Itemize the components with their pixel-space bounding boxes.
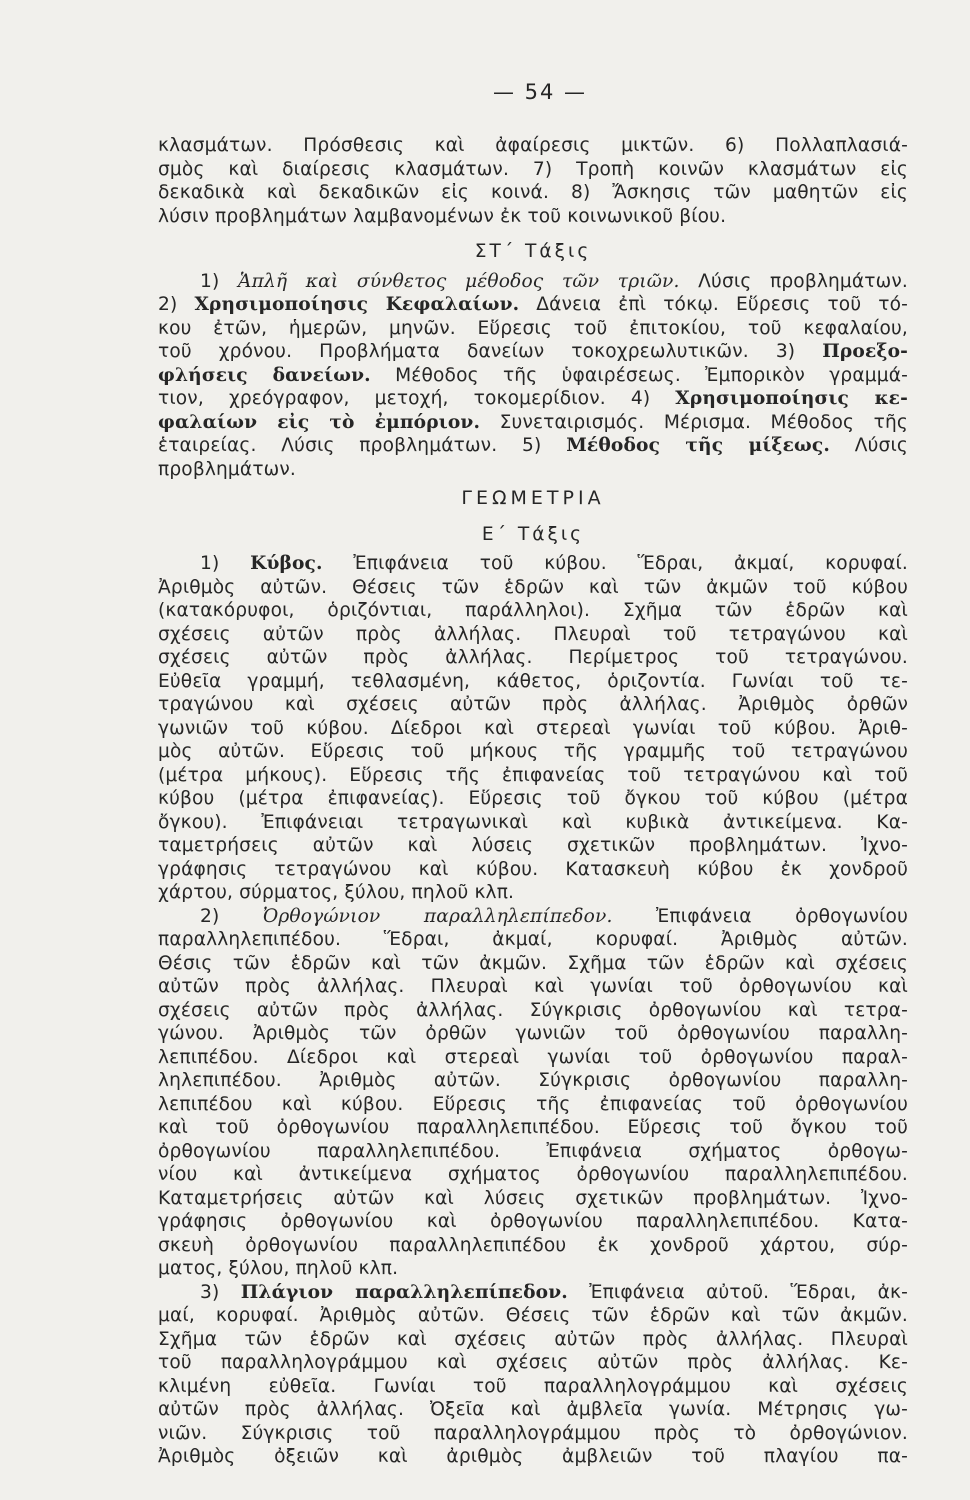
text-segment: ὄγκου). Ἐπιφάνειαι τετραγωνικαὶ καὶ κυβικὰ ἀντικείμενα. Κα- [158,811,908,833]
text-line [158,340,908,364]
text-line [158,1328,908,1352]
text-line [158,458,908,482]
text-segment: 1) [200,270,238,292]
text-line [158,1375,908,1399]
text-segment: Δάνεια ἐπὶ τόκῳ. Εὕρεσις τοῦ τό- [519,294,908,315]
text-line [158,1069,908,1093]
text-segment: γράφησις τετραγώνου καὶ κύβου. Κατασκευὴ κύβου ἐκ χονδροῦ [158,858,908,880]
text-segment: δεκαδικὰ καὶ δεκαδικῶν εἰς κοινά. 8) Ἄσκησις τῶν μαθητῶν εἰς [158,182,908,203]
emphasized-term: Μέθοδος τῆς μίξεως. [566,435,830,456]
text-segment: παραλληλεπιπέδου. Ἕδραι, ἀκμαί, κορυφαί. Ἀριθμὸς αὐτῶν. [158,929,908,950]
text-line [158,1116,908,1140]
text-segment: σχέσεις αὐτῶν πρὸς ἀλλήλας. Πλευραὶ τοῦ τετραγώνου καὶ [158,623,908,645]
text-segment: μὸς αὐτῶν. Εὕρεσις τοῦ μήκους τῆς γραμμῆς τοῦ τετραγώνου [158,741,908,762]
section-heading [158,487,908,511]
text-segment: κύβου (μέτρα ἐπιφανείας). Εὕρεσις τοῦ ὄγκου τοῦ κύβου (μέτρα [158,788,908,809]
text-line [158,1046,908,1070]
text-segment: Ἐπιφάνεια ὀρθογωνίου [612,905,908,927]
text-line [158,952,908,976]
text-segment: ΣΤ΄ Τάξις [474,241,592,262]
text-line [158,881,908,905]
emphasized-term: Ἁπλῆ καὶ σύνθετος μέθοδος τῶν τριῶν. [238,270,680,292]
text-line [158,158,908,182]
text-line [158,1210,908,1234]
text-line [158,576,908,600]
text-line [158,317,908,341]
text-segment: τοῦ παραλληλογράμμου καὶ σχέσεις αὐτῶν πρὸς ἀλλήλας. Κε- [158,1352,908,1373]
text-segment: Συνεταιρισμός. Μέρισμα. Μέθοδος τῆς [480,411,908,433]
text-line [158,205,908,229]
text-segment: σκευὴ ὀρθογωνίου παραλληλεπιπέδου ἐκ χονδροῦ χάρτου, σύρ- [158,1234,908,1256]
text-line [158,999,908,1023]
text-segment: 3) [200,1281,241,1303]
text-line [158,1257,908,1281]
section-heading [158,523,908,547]
text-line [158,928,908,952]
text-segment: γράφησις ὀρθογωνίου καὶ ὀρθογωνίου παραλληλεπιπέδου. Κατα- [158,1211,908,1232]
text-segment: Λύσις [830,435,908,456]
text-line [158,834,908,858]
text-line [158,293,908,317]
text-segment: Εὐθεῖα γραμμή, τεθλασμένη, κάθετος, ὁριζοντία. Γωνίαι τοῦ τε- [158,670,908,692]
text-line [158,1422,908,1446]
text-segment: τραγώνου καὶ σχέσεις αὐτῶν πρὸς ἀλλήλας. Ἀριθμὸς ὀρθῶν [158,694,908,715]
text-segment: σμὸς καὶ διαίρεσις κλασμάτων. 7) Τροπὴ κοινῶν κλασμάτων εἰς [158,158,908,180]
text-segment: 2) [200,905,263,927]
text-segment: Θέσις τῶν ἑδρῶν καὶ τῶν ἀκμῶν. Σχῆμα τῶν ἑδρῶν καὶ σχέσεις [158,952,908,974]
text-line [158,364,908,388]
text-segment: κλασμάτων. Πρόσθεσις καὶ ἀφαίρεσις μικτῶν. 6) Πολλαπλασιά- [158,135,908,156]
emphasized-term: Προεξο- [822,341,908,362]
text-line [158,411,908,435]
text-line [158,1187,908,1211]
text-segment: Μέθοδος τῆς ὑφαιρέσεως. Ἐμπορικὸν γραμμά- [370,364,909,386]
text-segment: ληλεπιπέδου. Ἀριθμὸς αὐτῶν. Σύγκρισις ὀρθογωνίου παραλλη- [158,1070,908,1091]
text-line [158,717,908,741]
text-segment: (κατακόρυφοι, ὁριζόντιαι, παράλληλοι). Σχῆμα τῶν ἑδρῶν καὶ [158,600,908,621]
text-segment: λύσιν προβλημάτων λαμβανομένων ἐκ τοῦ κοινωνικοῦ βίου. [158,205,727,227]
text-segment: σχέσεις αὐτῶν πρὸς ἀλλήλας. Σύγκρισις ὀρθογωνίου καὶ τετρα- [158,999,908,1021]
text-segment: ἑταιρείας. Λύσις προβλημάτων. 5) [158,435,567,456]
emphasized-term: φαλαίων εἰς τὸ ἐμπόριον. [158,411,481,433]
text-segment: κου ἐτῶν, ἡμερῶν, μηνῶν. Εὕρεσις τοῦ ἐπιτοκίου, τοῦ κεφαλαίου, [158,317,908,339]
text-line [158,1234,908,1258]
text-segment: ματος, ξύλου, πηλοῦ κλπ. [158,1258,399,1279]
text-segment: χάρτου, σύρματος, ξύλου, πηλοῦ κλπ. [158,882,515,903]
text-segment: καὶ τοῦ ὀρθογωνίου παραλληλεπιπέδου. Εὕρεσις τοῦ ὄγκου τοῦ [158,1117,908,1138]
emphasized-term: Χρησιμοποίησις κε- [675,388,909,409]
text-line [158,764,908,788]
text-segment: μαί, κορυφαί. Ἀριθμὸς αὐτῶν. Θέσεις τῶν ἑδρῶν καὶ τῶν ἀκμῶν. [158,1305,908,1326]
text-line [158,787,908,811]
text-segment: τοῦ χρόνου. Προβλήματα δανείων τοκοχρεωλυτικῶν. 3) [158,341,823,362]
text-segment: λεπιπέδου καὶ κύβου. Εὕρεσις τῆς ἐπιφανείας τοῦ ὀρθογωνίου [158,1093,908,1115]
text-line [158,905,908,929]
text-segment: αὐτῶν πρὸς ἀλλήλας. Πλευραὶ καὶ γωνίαι τοῦ ὀρθογωνίου καὶ [158,976,908,997]
text-segment: Ἐπιφάνεια τοῦ κύβου. Ἕδραι, ἀκμαί, κορυφαί. [322,553,908,574]
emphasized-term: φλήσεις δανείων. [158,364,371,386]
text-line [158,740,908,764]
emphasized-term: Ὀρθογώνιον παραλληλεπίπεδον. [262,905,613,927]
text-segment: προβλημάτων. [158,458,296,480]
text-line [158,1140,908,1164]
text-segment: αὐτῶν πρὸς ἀλλήλας. Ὀξεῖα καὶ ἀμβλεῖα γωνία. Μέτρησις γω- [158,1399,908,1420]
text-line [158,434,908,458]
text-line [158,975,908,999]
text-segment: γώνου. Ἀριθμὸς τῶν ὀρθῶν γωνιῶν τοῦ ὀρθογωνίου παραλλη- [158,1023,908,1044]
page-body-text [158,134,908,1469]
section-heading [158,240,908,264]
text-line [158,270,908,294]
text-segment: Σχῆμα τῶν ἑδρῶν καὶ σχέσεις αὐτῶν πρὸς ἀλλήλας. Πλευραὶ [158,1328,908,1350]
text-line [158,1398,908,1422]
text-segment: κλιμένη εὐθεῖα. Γωνίαι τοῦ παραλληλογράμμου καὶ σχέσεις [158,1375,908,1397]
text-segment: Καταμετρήσεις αὐτῶν καὶ λύσεις σχετικῶν προβλημάτων. Ἰχνο- [158,1187,908,1209]
text-line [158,1163,908,1187]
text-segment: (μέτρα μήκους). Εὕρεσις τῆς ἐπιφανείας τοῦ τετραγώνου καὶ τοῦ [158,764,908,786]
text-segment: 2) [158,294,195,315]
text-line [158,646,908,670]
text-line [158,1281,908,1305]
text-segment: 1) [200,553,251,574]
text-line [158,1022,908,1046]
text-segment: Ἐπιφάνεια αὐτοῦ. Ἕδραι, ἀκ- [567,1281,909,1303]
text-line [158,599,908,623]
text-segment: νιῶν. Σύγκρισις τοῦ παραλληλογράμμου πρὸς τὸ ὀρθογώνιον. [158,1422,908,1444]
emphasized-term: Πλάγιον παραλληλεπίπεδον. [240,1281,568,1303]
text-segment: Ἀριθμὸς ὀξειῶν καὶ ἀριθμὸς ἀμβλειῶν τοῦ πλαγίου πα- [158,1446,908,1467]
text-line [158,387,908,411]
text-line [158,1445,908,1469]
emphasized-term: Χρησιμοποίησις Κεφαλαίων. [194,294,520,315]
text-segment: ΓΕΩΜΕΤΡΙΑ [461,487,605,509]
text-segment: Ε΄ Τάξις [481,523,585,545]
text-line [158,552,908,576]
text-line [158,1093,908,1117]
emphasized-term: Κύβος. [250,553,323,574]
text-segment: λεπιπέδου. Δίεδροι καὶ στερεαὶ γωνίαι τοῦ ὀρθογωνίου παραλ- [158,1046,908,1068]
text-line [158,1304,908,1328]
text-segment: σχέσεις αὐτῶν πρὸς ἀλλήλας. Περίμετρος τοῦ τετραγώνου. [158,647,908,668]
text-segment: ὀρθογωνίου παραλληλεπιπέδου. Ἐπιφάνεια σχήματος ὀρθογω- [158,1140,908,1162]
text-line [158,1351,908,1375]
text-line [158,811,908,835]
text-line [158,670,908,694]
page-number: — 54 — [492,80,588,104]
text-line [158,858,908,882]
text-segment: νίου καὶ ἀντικείμενα σχήματος ὀρθογωνίου παραλληλεπιπέδου. [158,1164,908,1185]
text-segment: Ἀριθμὸς αὐτῶν. Θέσεις τῶν ἑδρῶν καὶ τῶν ἀκμῶν τοῦ κύβου [158,576,908,598]
text-line [158,181,908,205]
text-segment: ταμετρήσεις αὐτῶν καὶ λύσεις σχετικῶν προβλημάτων. Ἰχνο- [158,835,908,856]
text-line [158,693,908,717]
text-segment: τιον, χρεόγραφον, μετοχή, τοκομερίδιον. 4) [158,388,676,409]
text-line [158,623,908,647]
text-segment: γωνιῶν τοῦ κύβου. Δίεδροι καὶ στερεαὶ γωνίαι τοῦ κύβου. Ἀριθ- [158,717,908,739]
text-line [158,134,908,158]
text-segment: Λύσις προβλημάτων. [679,270,908,292]
